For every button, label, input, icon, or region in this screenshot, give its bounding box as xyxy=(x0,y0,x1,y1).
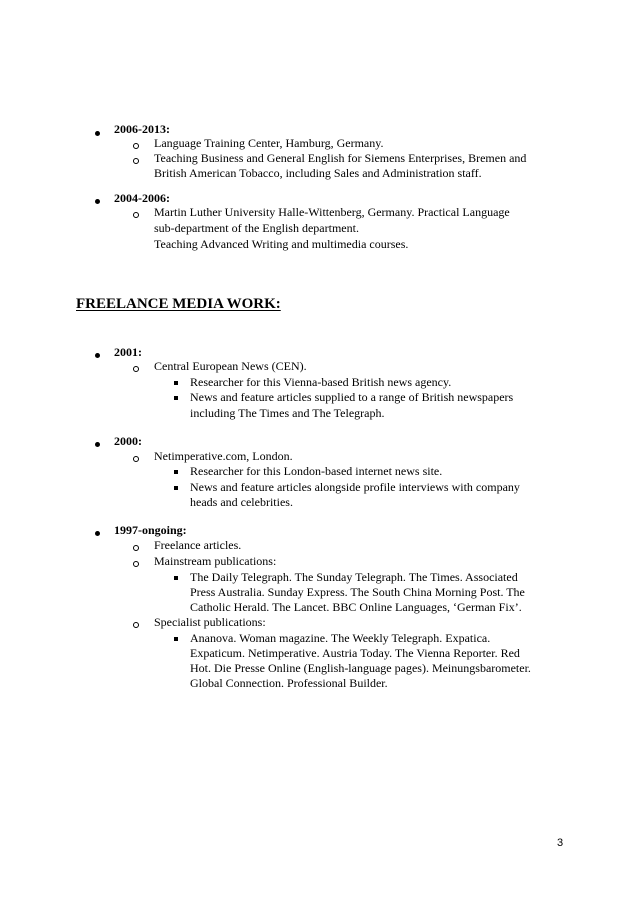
list-item: Teaching Advanced Writing and multimedia courses. xyxy=(154,237,409,251)
square-bullet-icon xyxy=(174,470,178,474)
sub-item: Ananova. Woman magazine. The Weekly Telegraph. Expatica. xyxy=(190,631,491,645)
list-item: Language Training Center, Hamburg, Germany. xyxy=(154,136,384,150)
sub-item: News and feature articles supplied to a range of British newspapers xyxy=(190,390,514,404)
sub-item: News and feature articles alongside profile interviews with company xyxy=(190,480,520,494)
list-item: sub-department of the English department. xyxy=(154,221,359,235)
bullet-icon xyxy=(95,442,100,447)
list-item: Specialist publications: xyxy=(154,615,266,629)
square-bullet-icon xyxy=(174,637,178,641)
circle-bullet-icon xyxy=(133,561,139,567)
list-item: Freelance articles. xyxy=(154,538,242,552)
sub-item: The Daily Telegraph. The Sunday Telegraph. The Times. Associated xyxy=(190,570,518,584)
list-item: Netimperative.com, London. xyxy=(154,449,293,463)
bullet-icon xyxy=(95,353,100,358)
sub-item: including The Times and The Telegraph. xyxy=(190,406,385,420)
circle-bullet-icon xyxy=(133,456,139,462)
sub-item: Press Australia. Sunday Express. The South China Morning Post. The xyxy=(190,585,525,599)
bullet-icon xyxy=(95,531,100,536)
bullet-icon xyxy=(95,131,100,136)
page-number: 3 xyxy=(557,837,564,849)
sub-item: heads and celebrities. xyxy=(190,495,293,509)
sub-item: Researcher for this Vienna-based British news agency. xyxy=(190,375,452,389)
list-item: Central European News (CEN). xyxy=(154,359,307,373)
square-bullet-icon xyxy=(174,486,178,490)
list-item: Martin Luther University Halle-Wittenberg, Germany. Practical Language xyxy=(154,205,510,219)
list-item: Mainstream publications: xyxy=(154,554,277,568)
circle-bullet-icon xyxy=(133,143,139,149)
circle-bullet-icon xyxy=(133,366,139,372)
square-bullet-icon xyxy=(174,396,178,400)
period-label: 2001: xyxy=(114,345,142,359)
circle-bullet-icon xyxy=(133,622,139,628)
bullet-icon xyxy=(95,199,100,204)
period-label: 1997-ongoing: xyxy=(114,523,187,537)
sub-item: Researcher for this London-based internet news site. xyxy=(190,464,443,478)
period-label: 2004-2006: xyxy=(114,191,170,205)
square-bullet-icon xyxy=(174,381,178,385)
list-item: Teaching Business and General English for Siemens Enterprises, Bremen and xyxy=(154,151,527,165)
sub-item: Expaticum. Netimperative. Austria Today. The Vienna Reporter. Red xyxy=(190,646,520,660)
sub-item: Global Connection. Professional Builder. xyxy=(190,676,388,690)
sub-item: Hot. Die Presse Online (English-language pages). Meinungsbarometer. xyxy=(190,661,531,675)
section-heading: FREELANCE MEDIA WORK: xyxy=(76,296,281,312)
circle-bullet-icon xyxy=(133,212,139,218)
period-label: 2000: xyxy=(114,434,142,448)
square-bullet-icon xyxy=(174,576,178,580)
circle-bullet-icon xyxy=(133,158,139,164)
list-item: British American Tobacco, including Sales and Administration staff. xyxy=(154,166,482,180)
sub-item: Catholic Herald. The Lancet. BBC Online Languages, ‘German Fix’. xyxy=(190,600,522,614)
period-label: 2006-2013: xyxy=(114,122,170,136)
circle-bullet-icon xyxy=(133,545,139,551)
